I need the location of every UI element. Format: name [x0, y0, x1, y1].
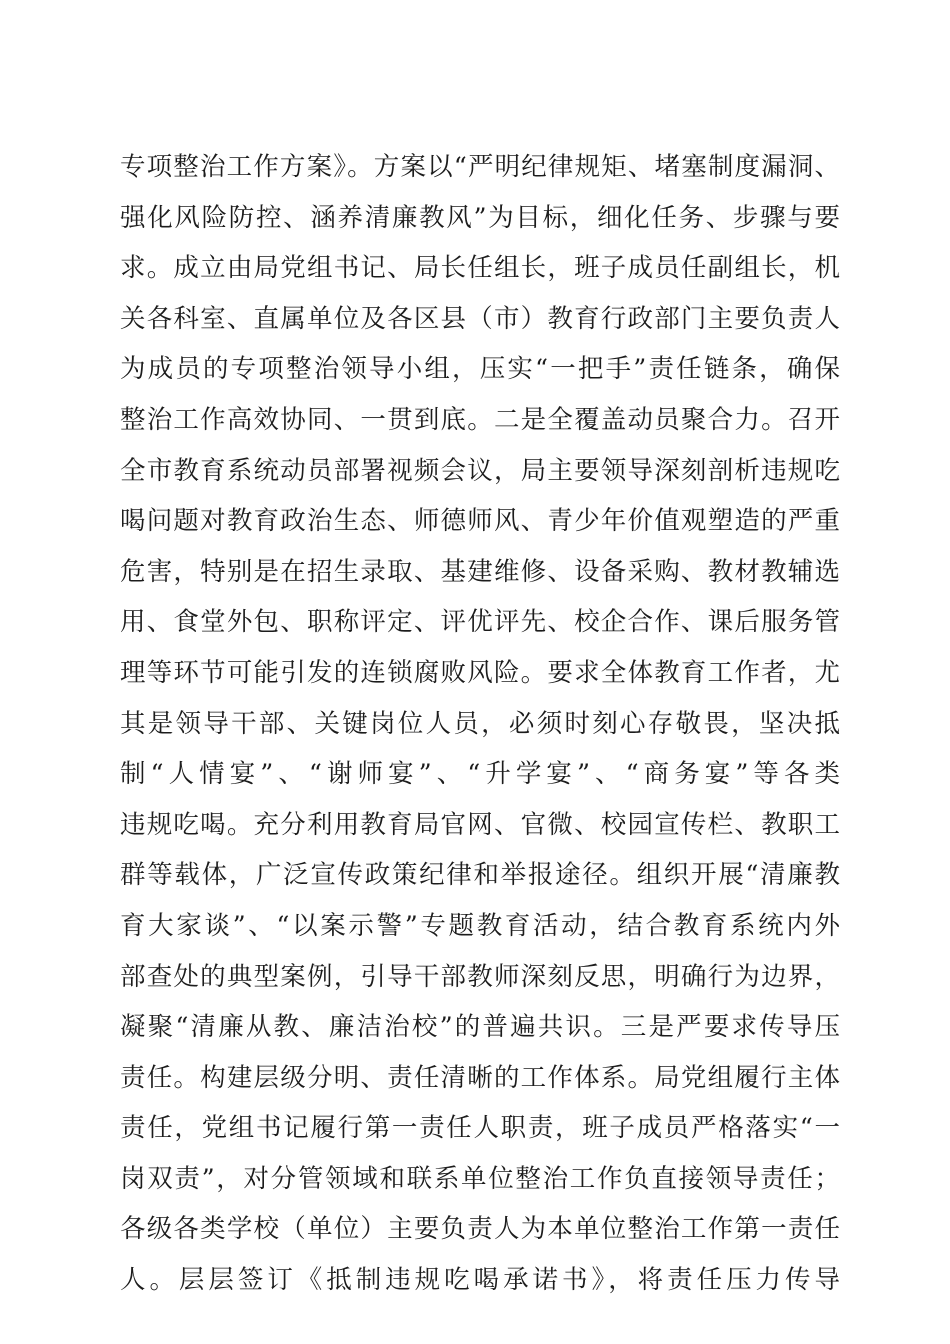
text-line-1: 专项整治工作方案》。方案以“严明纪律规矩、堵塞制度漏洞、 [120, 152, 840, 182]
text-line-15: 群等载体，广泛宣传政策纪律和举报途径。组织开展“清廉教 [120, 860, 840, 891]
text-line-19: 责任。构建层级分明、责任清晰的工作体系。局党组履行主体 [120, 1062, 840, 1093]
text-line-10: 用、食堂外包、职称评定、评优评先、校企合作、课后服务管 [120, 607, 840, 638]
text-line-21: 岗双责”，对分管领域和联系单位整治工作负直接领导责任； [120, 1163, 840, 1194]
text-line-23: 人。层层签订《抵制违规吃喝承诺书》，将责任压力传导 [120, 1265, 840, 1296]
text-line-7: 全市教育系统动员部署视频会议，局主要领导深刻剖析违规吃 [120, 455, 840, 486]
text-line-8: 喝问题对教育政治生态、师德师风、青少年价值观塑造的严重 [120, 506, 840, 537]
text-line-6: 整治工作高效协同、一贯到底。二是全覆盖动员聚合力。召开 [120, 404, 840, 435]
body-text [120, 142, 840, 1306]
text-line-2: 强化风险防控、涵养清廉教风”为目标，细化任务、步骤与要 [120, 202, 840, 233]
text-line-14: 违规吃喝。充分利用教育局官网、官微、校园宣传栏、教职工 [120, 809, 840, 840]
text-line-5: 为成员的专项整治领导小组，压实“一把手”责任链条，确保 [120, 354, 840, 385]
text-line-22: 各级各类学校（单位）主要负责人为本单位整治工作第一责任 [120, 1214, 840, 1245]
text-line-4: 关各科室、直属单位及各区县（市）教育行政部门主要负责人 [120, 303, 840, 334]
text-line-9: 危害，特别是在招生录取、基建维修、设备采购、教材教辅选 [120, 556, 840, 587]
text-line-13: 制“人情宴”、“谢师宴”、“升学宴”、“商务宴”等各类 [120, 759, 840, 790]
text-line-17: 部查处的典型案例，引导干部教师深刻反思，明确行为边界， [120, 961, 840, 992]
text-line-20: 责任，党组书记履行第一责任人职责，班子成员严格落实“一 [120, 1113, 840, 1144]
text-line-3: 求。成立由局党组书记、局长任组长，班子成员任副组长，机 [120, 253, 840, 284]
text-line-16: 育大家谈”、“以案示警”专题教育活动，结合教育系统内外 [120, 910, 840, 941]
text-line-18: 凝聚“清廉从教、廉洁治校”的普遍共识。三是严要求传导压 [120, 1012, 840, 1043]
text-line-12: 其是领导干部、关键岗位人员，必须时刻心存敬畏，坚决抵 [120, 708, 840, 739]
text-line-11: 理等环节可能引发的连锁腐败风险。要求全体教育工作者，尤 [120, 657, 840, 688]
